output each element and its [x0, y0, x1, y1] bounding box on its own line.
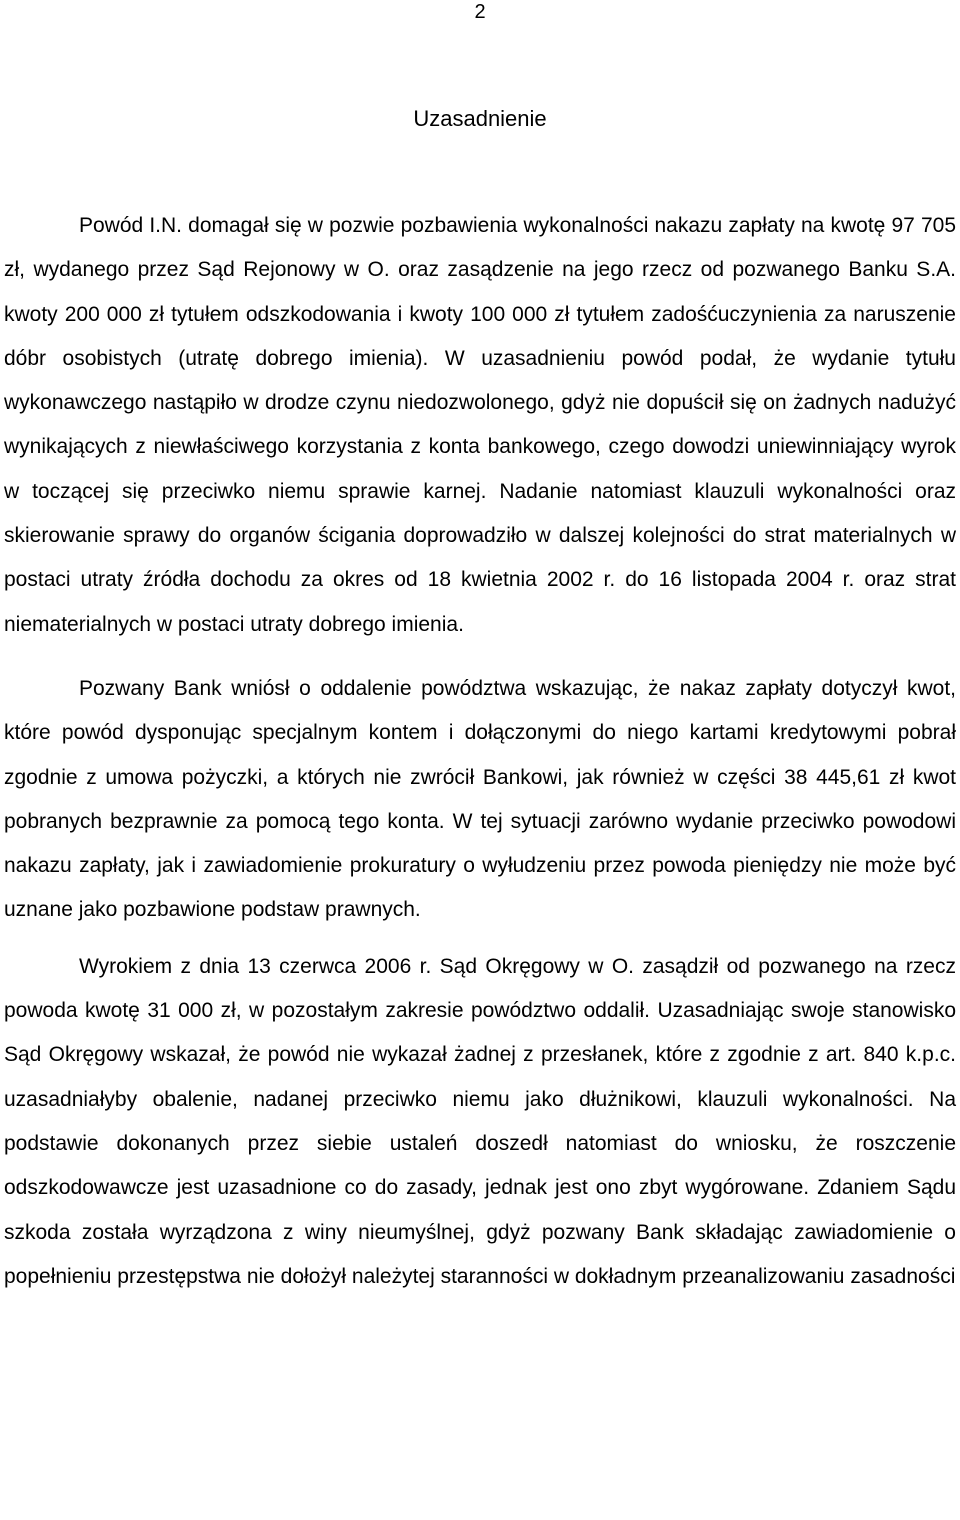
- paragraph-claim: Powód I.N. domagał się w pozwie pozbawienia wykonalności nakazu zapłaty na kwotę 97 705 zł, wydanego przez Sąd Rejonowy w O. oraz zasądzenie na jego rzecz od pozwanego Banku S.A. kwoty 200 000 zł tytułem odszkodowania i kwoty 100 000 zł tytułem zadośćuczynienia za naruszenie dóbr osobistych (utratę dobrego imienia). W uzasadnieniu powód podał, że wydanie tytułu wykonawczego nastąpiło w drodze czynu niedozwolonego, gdyż nie dopuścił się on żadnych nadużyć wynikających z niewłaściwego korzystania z konta bankowego, czego dowodzi uniewinniający wyrok w toczącej się przeciwko niemu sprawie karnej. Nadanie natomiast klauzuli wykonalności oraz skierowanie sprawy do organów ścigania doprowadziło w dalszej kolejności do strat materialnych w postaci utraty źródła dochodu za okres od 18 kwietnia 2002 r. do 16 listopada 2004 r. oraz strat niematerialnych w postaci utraty dobrego imienia.: [4, 214, 956, 636]
- paragraph-judgment: Wyrokiem z dnia 13 czerwca 2006 r. Sąd Okręgowy w O. zasądził od pozwanego na rzecz powoda kwotę 31 000 zł, w pozostałym zakresie powództwo oddalił. Uzasadniając swoje stanowisko Sąd Okręgowy wskazał, że powód nie wykazał żadnej z przesłanek, które z zgodnie z art. 840 k.p.c. uzasadniałyby obalenie, nadanej przeciwko niemu jako dłużnikowi, klauzuli wykonalności. Na podstawie dokonanych przez siebie ustaleń doszedł natomiast do wniosku, że roszczenie odszkodowawcze jest uzasadnione co do zasady, jednak jest ono zbyt wygórowane. Zdaniem Sądu szkoda została wyrządzona z winy nieumyślnej, gdyż pozwany Bank składając zawiadomienie o popełnieniu przestępstwa nie dołożył należytej staranności w dokładnym przeanalizowaniu zasadności: [4, 954, 956, 1288]
- document-title: Uzasadnienie: [413, 106, 547, 131]
- document-body: [4, 204, 956, 1299]
- page-number: 2: [474, 1, 486, 23]
- paragraph-defendant-response: Pozwany Bank wniósł o oddalenie powództwa wskazując, że nakaz zapłaty dotyczył kwot, które powód dysponując specjalnym kontem i dołączonymi do niego kartami kredytowymi pobrał zgodnie z umowa pożyczki, a których nie zwrócił Bankowi, jak również w części 38 445,61 zł kwot pobranych bezprawnie za pomocą tego konta. W tej sytuacji zarówno wydanie przeciwko powodowi nakazu zapłaty, jak i zawiadomienie prokuratury o wyłudzeniu przez powoda pieniędzy nie może być uznane jako pozbawione podstaw prawnych.: [4, 676, 956, 922]
